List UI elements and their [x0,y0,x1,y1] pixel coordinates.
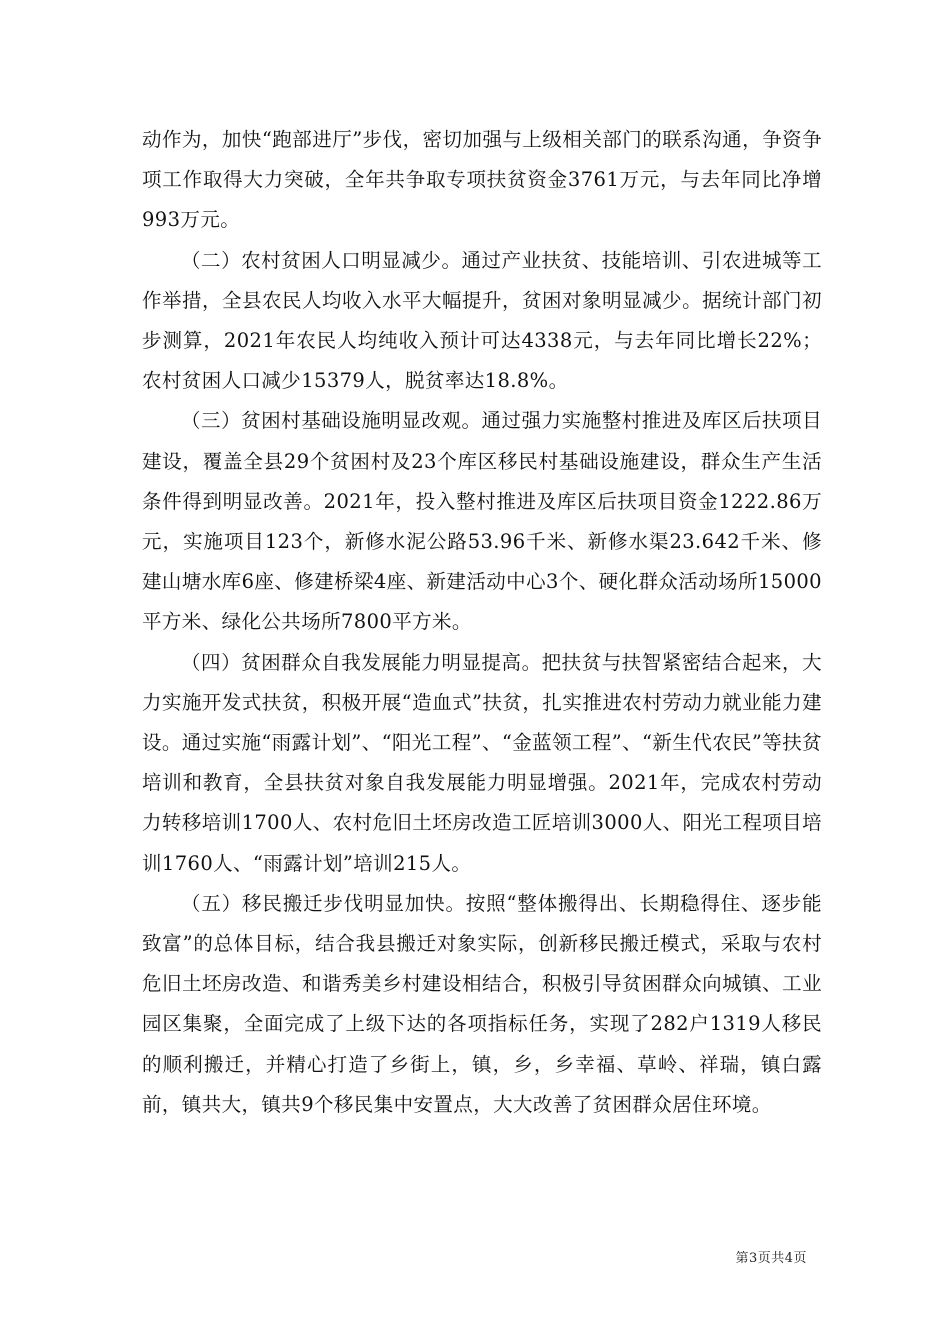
paragraph-rural-poverty-reduction: （二）农村贫困人口明显减少。通过产业扶贫、技能培训、引农进城等工作举措，全县农民人均收入水平大幅提升，贫困对象明显减少。据统计部门初步测算，2021年农民人均纯收入预计可达4338元，与去年同比增长22%；农村贫困人口减少15379人，脱贫率达18.8%。 [142,248,822,393]
paragraph-continuation: 动作为，加快“跑部进厅”步伐，密切加强与上级相关部门的联系沟通，争资争项工作取得大力突破，全年共争取专项扶贫资金3761万元，与去年同比净增993万元。 [142,128,822,232]
paragraph-relocation: （五）移民搬迁步伐明显加快。按照“整体搬得出、长期稳得住、逐步能致富”的总体目标，结合我县搬迁对象实际，创新移民搬迁模式，采取与农村危旧土坯房改造、和谐秀美乡村建设相结合，积极引导贫困群众向城镇、工业园区集聚，全面完成了上级下达的各项指标任务，实现了282户1319人移民的顺利搬迁，并精心打造了乡街上，镇，乡，乡幸福、草岭、祥瑞，镇白露前，镇共大，镇共9个移民集中安置点，大大改善了贫困群众居住环境。 [142,891,822,1116]
paragraph-infrastructure: （三）贫困村基础设施明显改观。通过强力实施整村推进及库区后扶项目建设，覆盖全县29个贫困村及23个库区移民村基础设施建设，群众生产生活条件得到明显改善。2021年，投入整村推进及库区后扶项目资金1222.86万元，实施项目123个，新修水泥公路53.96千米、新修水渠23.642千米、修建山塘水库6座、修建桥梁4座、新建活动中心3个、硬化群众活动场所15000平方米、绿化公共场所7800平方米。 [142,409,822,634]
paragraph-self-development: （四）贫困群众自我发展能力明显提高。把扶贫与扶智紧密结合起来，大力实施开发式扶贫，积极开展“造血式”扶贫，扎实推进农村劳动力就业能力建设。通过实施“雨露计划”、“阳光工程”、“金蓝领工程”、“新生代农民”等扶贫培训和教育，全县扶贫对象自我发展能力明显增强。2021年，完成农村劳动力转移培训1700人、农村危旧土坯房改造工匠培训3000人、阳光工程项目培训1760人、“雨露计划”培训215人。 [142,650,822,875]
page-number: 第3页共4页 [735,1251,807,1266]
document-body [142,120,822,1125]
